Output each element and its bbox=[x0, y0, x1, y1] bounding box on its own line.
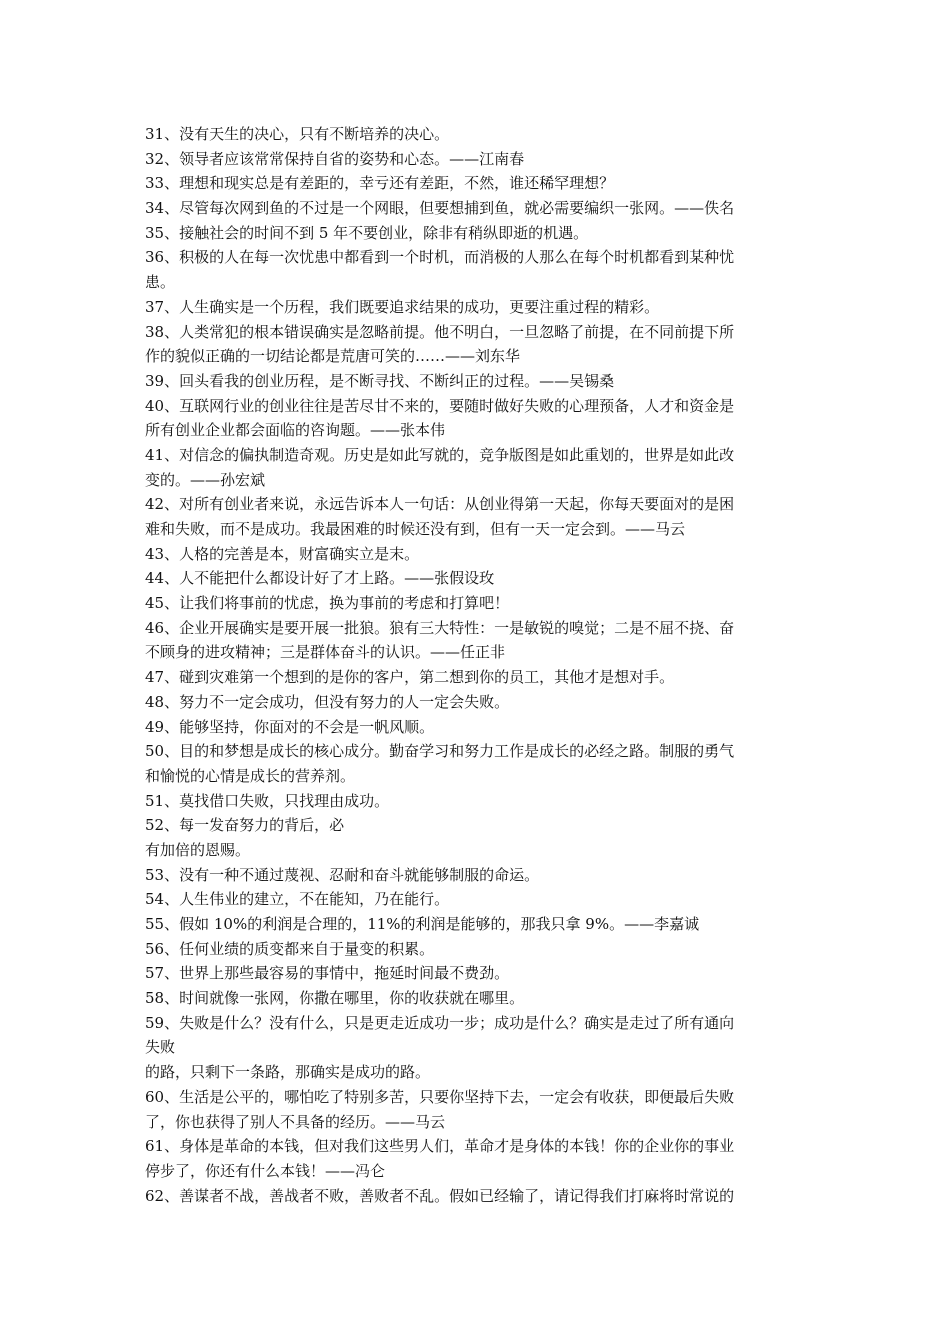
text-line: 38、人类常犯的根本错误确实是忽略前提。他不明白，一旦忽略了前提，在不同前提下所 bbox=[145, 322, 735, 341]
text-line: 34、尽管每次网到鱼的不过是一个网眼，但要想捕到鱼，就必需要编织一张网。——佚名 bbox=[145, 199, 735, 218]
text-line: 42、对所有创业者来说，永远告诉本人一句话：从创业得第一天起，你每天要面对的是困 bbox=[145, 495, 735, 514]
text-line: 61、身体是革命的本钱，但对我们这些男人们，革命才是身体的本钱！你的企业你的事业 bbox=[145, 1137, 735, 1156]
text-line: 作的貌似正确的一切结论都是荒唐可笑的……——刘东华 bbox=[145, 347, 521, 366]
text-line: 有加倍的恩赐。 bbox=[145, 840, 251, 859]
text-line: 所有创业企业都会面临的咨询题。——张本伟 bbox=[145, 421, 446, 440]
text-line: 37、人生确实是一个历程，我们既要追求结果的成功，更要注重过程的精彩。 bbox=[145, 297, 660, 316]
text-line: 45、让我们将事前的忧虑，换为事前的考虑和打算吧！ bbox=[145, 594, 510, 613]
text-line: 停步了，你还有什么本钱！——冯仑 bbox=[145, 1161, 386, 1180]
text-line: 患。 bbox=[145, 273, 176, 292]
text-line: 48、努力不一定会成功，但没有努力的人一定会失败。 bbox=[145, 692, 510, 711]
text-line: 31、没有天生的决心，只有不断培养的决心。 bbox=[145, 125, 450, 143]
text-line: 35、接触社会的时间不到 5 年不要创业，除非有稍纵即逝的机遇。 bbox=[145, 223, 589, 242]
text-line: 57、世界上那些最容易的事情中，拖延时间最不费劲。 bbox=[145, 964, 510, 983]
text-line: 59、失败是什么？没有什么，只是更走近成功一步；成功是什么？确实是走过了所有通向 bbox=[145, 1013, 735, 1032]
text-line: 44、人不能把什么都设计好了才上路。——张假设玫 bbox=[145, 569, 495, 588]
text-line: 58、时间就像一张网，你撒在哪里，你的收获就在哪里。 bbox=[145, 989, 525, 1008]
text-line: 62、善谋者不战，善战者不败，善败者不乱。假如已经输了，请记得我们打麻将时常说的 bbox=[145, 1186, 735, 1205]
text-line: 难和失败，而不是成功。我最困难的时候还没有到，但有一天一定会到。——马云 bbox=[145, 520, 686, 538]
text-line: 变的。——孙宏斌 bbox=[145, 470, 266, 489]
text-line: 47、碰到灾难第一个想到的是你的客户，第二想到你的员工，其他才是想对手。 bbox=[145, 668, 675, 687]
text-line: 33、理想和现实总是有差距的，幸亏还有差距，不然，谁还稀罕理想？ bbox=[145, 174, 615, 193]
text-line: 49、能够坚持，你面对的不会是一帆风顺。 bbox=[145, 717, 435, 736]
text-line: 的路，只剩下一条路，那确实是成功的路。 bbox=[145, 1063, 431, 1082]
text-line: 51、莫找借口失败，只找理由成功。 bbox=[145, 791, 390, 810]
text-line: 41、对信念的偏执制造奇观。历史是如此写就的，竞争版图是如此重划的，世界是如此改 bbox=[145, 445, 735, 464]
text-line: 失败 bbox=[145, 1038, 176, 1057]
text-line: 32、领导者应该常常保持自省的姿势和心态。——江南春 bbox=[145, 149, 525, 168]
text-line: 43、人格的完善是本，财富确实立是末。 bbox=[145, 544, 420, 563]
text-line: 55、假如 10%的利润是合理的，11%的利润是能够的，那我只拿 9%。——李嘉诚 bbox=[145, 915, 700, 933]
text-line: 40、互联网行业的创业往往是苦尽甘不来的，要随时做好失败的心理预备，人才和资金是 bbox=[145, 396, 735, 415]
text-line: 54、人生伟业的建立，不在能知，乃在能行。 bbox=[145, 890, 450, 909]
quote-list bbox=[145, 122, 810, 1208]
text-line: 不顾身的进攻精神；三是群体奋斗的认识。——任正非 bbox=[145, 643, 506, 662]
text-line: 56、任何业绩的质变都来自于量变的积累。 bbox=[145, 939, 435, 958]
text-line: 52、每一发奋努力的背后，必 bbox=[145, 816, 345, 835]
text-line: 39、回头看我的创业历程，是不断寻找、不断纠正的过程。——吴锡桑 bbox=[145, 371, 615, 390]
text-line: 60、生活是公平的，哪怕吃了特别多苦，只要你坚持下去，一定会有收获，即便最后失败 bbox=[145, 1087, 735, 1106]
text-line: 36、积极的人在每一次忧患中都看到一个时机，而消极的人那么在每个时机都看到某种忧 bbox=[145, 248, 735, 267]
text-line: 和愉悦的心情是成长的营养剂。 bbox=[145, 766, 356, 785]
text-line: 50、目的和梦想是成长的核心成分。勤奋学习和努力工作是成长的必经之路。制服的勇气 bbox=[145, 742, 735, 761]
text-line: 53、没有一种不通过蔑视、忍耐和奋斗就能够制服的命运。 bbox=[145, 865, 540, 884]
text-line: 了，你也获得了别人不具备的经历。——马云 bbox=[145, 1112, 446, 1131]
text-line: 46、企业开展确实是要开展一批狼。狼有三大特性：一是敏锐的嗅觉；二是不屈不挠、奋 bbox=[145, 618, 735, 637]
